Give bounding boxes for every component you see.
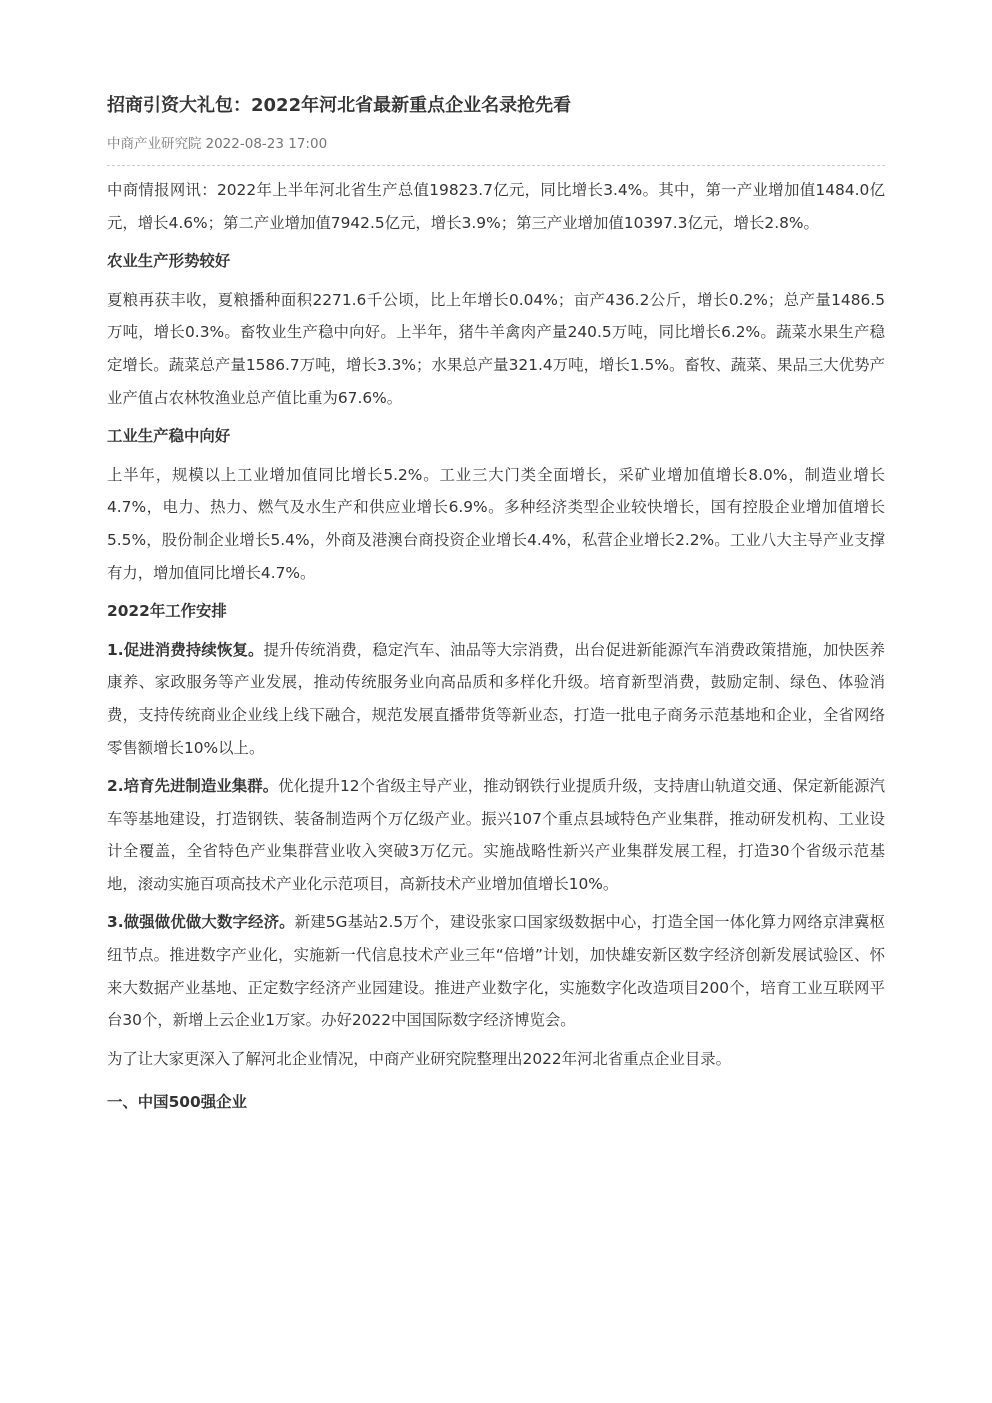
article-source: 中商产业研究院 [107, 136, 202, 152]
work-plan-item-lead: 2.培育先进制造业集群。 [107, 777, 279, 796]
article-datetime: 2022-08-23 17:00 [205, 136, 328, 152]
work-plan-item-text: 优化提升12个省级主导产业，推动钢铁行业提质升级，支持唐山轨道交通、保定新能源汽车等基地建设，打造钢铁、装备制造两个万亿级产业。振兴107个重点县域特色产业集群，推动研发机构、工业设计全覆盖，全省特色产业集群营业收入突破3万亿元。实施战略性新兴产业集群发展工程，打造30个省级示范基地，滚动实施百项高技术产业化示范项目，高新技术产业增加值增长10%。 [107, 777, 885, 893]
section-heading-agriculture: 农业生产形势较好 [107, 252, 231, 271]
work-plan-item-text: 新建5G基站2.5万个，建设张家口国家级数据中心，打造全国一体化算力网络京津冀枢纽节点。推进数字产业化，实施新一代信息技术产业三年“倍增”计划，加快雄安新区数字经济创新发展试验区、怀来大数据产业基地、正定数字经济产业园建设。推进产业数字化，实施数字化改造项目200个，培育工业互联网平台30个，新增上云企业1万家。办好2022中国国际数字经济博览会。 [107, 913, 885, 1030]
section-heading-industry: 工业生产稳中向好 [107, 427, 231, 446]
closing-paragraph: 为了让大家更深入了解河北企业情况，中商产业研究院整理出2022年河北省重点企业目录。 [107, 1049, 732, 1068]
intro-paragraph: 中商情报网讯：2022年上半年河北省生产总值19823.7亿元，同比增长3.4%。其中，第一产业增加值1484.0亿元，增长4.6%；第二产业增加值7942.5亿元，增长3.9%；第三产业增加值10397.3亿元，增长2.8%。 [107, 181, 885, 232]
work-plan-item-manufacturing [107, 770, 885, 900]
section-heading-top500: 一、中国500强企业 [107, 1093, 247, 1112]
article-meta [107, 134, 885, 154]
work-plan-item-text: 提升传统消费，稳定汽车、油品等大宗消费，出台促进新能源汽车消费政策措施，加快医养康养、家政服务等产业发展，推动传统服务业向高品质和多样化升级。培育新型消费，鼓励定制、绿色、体验消费，支持传统商业企业线上线下融合，规范发展直播带货等新业态，打造一批电子商务示范基地和企业，全省网络零售额增长10%以上。 [107, 640, 885, 757]
work-plan-item-lead: 3.做强做优做大数字经济。 [107, 913, 295, 932]
article [107, 90, 885, 1119]
work-plan-item-consumption [107, 634, 885, 764]
work-plan-item-lead: 1.促进消费持续恢复。 [107, 640, 264, 659]
divider [107, 165, 885, 166]
industry-paragraph: 上半年，规模以上工业增加值同比增长5.2%。工业三大门类全面增长，采矿业增加值增长8.0%，制造业增长4.7%，电力、热力、燃气及水生产和供应业增长6.9%。多种经济类型企业较快增长，国有控股企业增加值增长5.5%，股份制企业增长5.4%，外商及港澳台商投资企业增长4.4%，私营企业增长2.2%。工业八大主导产业支撑有力，增加值同比增长4.7%。 [107, 465, 885, 582]
work-plan-item-digital-economy [107, 906, 885, 1036]
section-heading-work-plan: 2022年工作安排 [107, 602, 227, 621]
article-title: 招商引资大礼包：2022年河北省最新重点企业名录抢先看 [107, 95, 572, 116]
agriculture-paragraph: 夏粮再获丰收，夏粮播种面积2271.6千公顷，比上年增长0.04%；亩产436.2公斤，增长0.2%；总产量1486.5万吨，增长0.3%。畜牧业生产稳中向好。上半年，猪牛羊禽肉产量240.5万吨，同比增长6.2%。蔬菜水果生产稳定增长。蔬菜总产量1586.7万吨，增长3.3%；水果总产量321.4万吨，增长1.5%。畜牧、蔬菜、果品三大优势产业产值占农林牧渔业总产值比重为67.6%。 [107, 290, 885, 407]
